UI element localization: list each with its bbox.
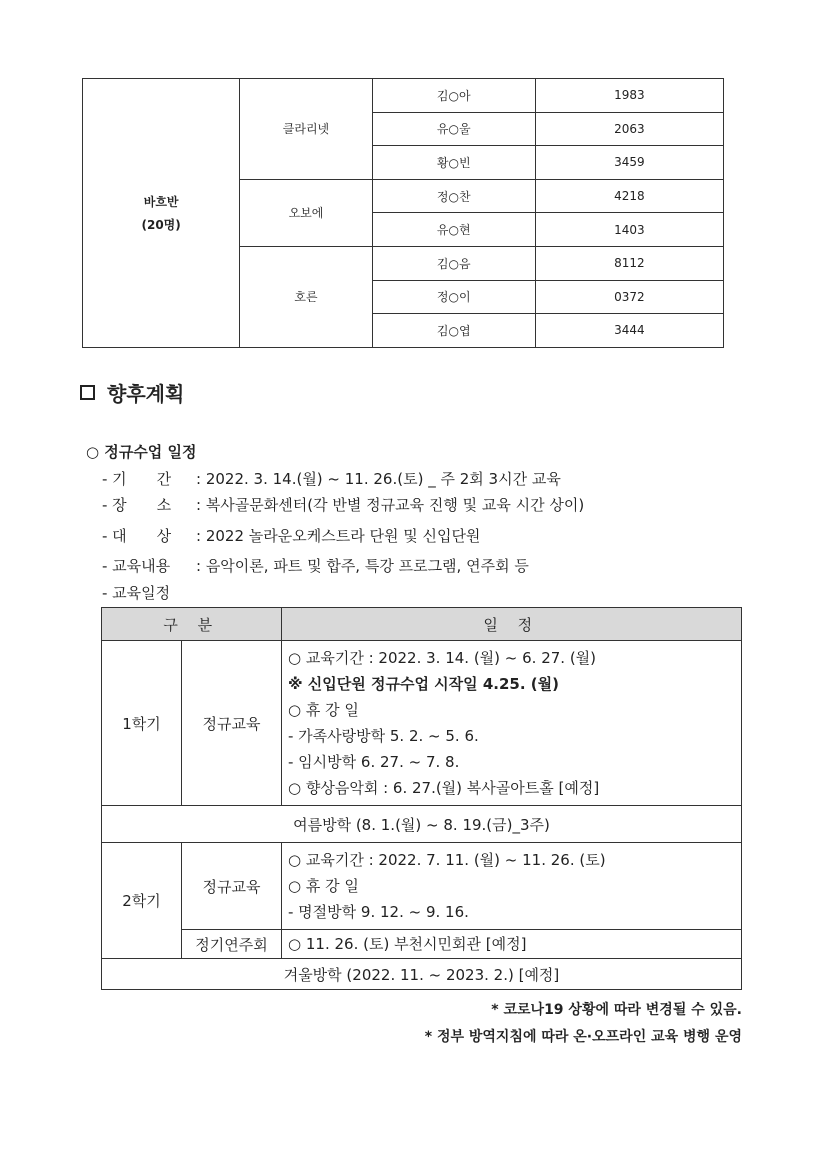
info-place [102, 494, 584, 515]
concert-type: 정기연주회 [182, 930, 282, 959]
plan-line: ○ 휴 강 일 [288, 701, 359, 719]
member-code: 1983 [535, 79, 723, 113]
group-name: 바흐반 [143, 194, 179, 209]
note-quarantine: * 정부 방역지침에 따라 온·오프라인 교육 병행 운영 [424, 1029, 742, 1045]
member-code: 8112 [535, 246, 723, 280]
header-division: 구 분 [102, 608, 282, 641]
info-content [102, 555, 529, 576]
group-count: (20명) [141, 217, 181, 232]
info-value: : 2022. 3. 14.(월) ~ 11. 26.(토) _ 주 2회 3시간 교육 [196, 470, 561, 488]
member-name: 정○이 [372, 280, 535, 314]
info-period [102, 468, 561, 489]
member-name: 김○아 [372, 79, 535, 113]
plan-line: ※ 신입단원 정규수업 시작일 4.25. (월) [288, 675, 559, 693]
plan-line: ○ 교육기간 : 2022. 3. 14. (월) ~ 6. 27. (월) [288, 649, 597, 667]
info-key: - 교육내용 [102, 557, 171, 575]
schedule-table [101, 607, 742, 990]
plan-line: - 명절방학 9. 12. ~ 9. 16. [288, 903, 469, 921]
instrument-cell: 호른 [240, 246, 372, 347]
checkbox-square-icon [80, 385, 95, 400]
plan-line: ○ 휴 강 일 [288, 877, 359, 895]
semester2-plan [282, 843, 742, 930]
member-code: 0372 [535, 280, 723, 314]
plan-line: ○ 향상음악회 : 6. 27.(월) 복사골아트홀 [예정] [288, 779, 600, 797]
member-name: 유○울 [372, 112, 535, 146]
info-key: - 대 상 [102, 527, 172, 545]
roster-table [82, 78, 724, 348]
member-name: 김○엽 [372, 314, 535, 348]
member-name: 유○현 [372, 213, 535, 247]
header-plan: 일 정 [282, 608, 742, 641]
info-target [102, 525, 480, 546]
plan-line: - 임시방학 6. 27. ~ 7. 8. [288, 753, 460, 771]
info-key: - 기 간 [102, 470, 172, 488]
member-name: 황○빈 [372, 146, 535, 180]
plan-line: ○ 교육기간 : 2022. 7. 11. (월) ~ 11. 26. (토) [288, 851, 606, 869]
section-title-text: 향후계획 [107, 382, 185, 406]
group-cell [83, 79, 240, 348]
semester-label: 2학기 [102, 843, 182, 959]
member-code: 1403 [535, 213, 723, 247]
summer-break: 여름방학 (8. 1.(월) ~ 8. 19.(금)_3주) [102, 806, 742, 843]
info-value: : 복사골문화센터(각 반별 정규교육 진행 및 교육 시간 상이) [196, 496, 585, 514]
info-value: : 음악이론, 파트 및 합주, 특강 프로그램, 연주회 등 [196, 557, 529, 575]
section-title [80, 378, 184, 407]
semester-type: 정규교육 [182, 843, 282, 930]
instrument-cell: 오보에 [240, 179, 372, 246]
info-key: - 장 소 [102, 496, 172, 514]
semester1-plan [282, 641, 742, 806]
member-name: 정○찬 [372, 179, 535, 213]
member-code: 4218 [535, 179, 723, 213]
concert-line: ○ 11. 26. (토) 부천시민회관 [예정] [282, 930, 742, 959]
member-name: 김○음 [372, 246, 535, 280]
info-schedule-label: - 교육일정 [102, 584, 171, 602]
plan-line: - 가족사랑방학 5. 2. ~ 5. 6. [288, 727, 479, 745]
sub-title: ○ 정규수업 일정 [86, 443, 197, 461]
winter-break: 겨울방학 (2022. 11. ~ 2023. 2.) [예정] [102, 959, 742, 990]
member-code: 3459 [535, 146, 723, 180]
instrument-cell: 클라리넷 [240, 79, 372, 180]
member-code: 3444 [535, 314, 723, 348]
semester-type: 정규교육 [182, 641, 282, 806]
member-code: 2063 [535, 112, 723, 146]
semester-label: 1학기 [102, 641, 182, 806]
note-covid: * 코로나19 상황에 따라 변경될 수 있음. [491, 1002, 742, 1018]
info-value: : 2022 놀라운오케스트라 단원 및 신입단원 [196, 527, 481, 545]
